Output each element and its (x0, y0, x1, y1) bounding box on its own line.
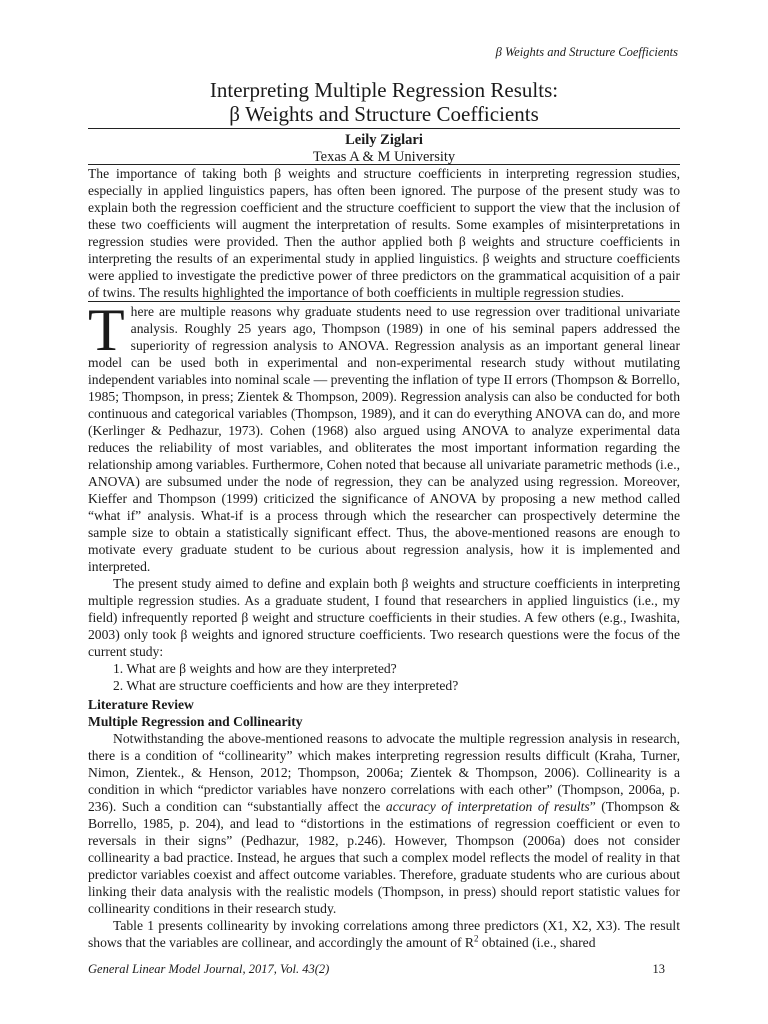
text-run: Notwithstanding the above-mentioned reasons to advocate the multiple regression analysis in research, there is a condition of “collinearity” which makes interpreting regression results difficult (Kraha, Turner, Nimon, Zientek., & Henson, 2012; Thompson, 2006a; Zientek & Thompson, 2006). Collinearity is a condition in which “predictor variables have nonzero correlations with each other” (Thompson, 2006a, p. 236). Such a condition can “substantially affect the (88, 731, 680, 814)
research-questions (88, 660, 680, 694)
text-run: ” (Thompson & Borrello, 1985, p. 204), and lead to “distortions in the estimations of regression coefficient or even to reversals in their signs” (Pedhazur, 1982, p.246). However, Thompson (2006a) does not consider collinearity a bad practice. Instead, he argues that such a complex model reflects the model of reality in that predictor variables coexist and affect outcome variables. Therefore, graduate students who are curious about linking their data analysis with the realistic models (Thompson, in press) should report statistic values for collinearity conditions in their research study. (88, 799, 680, 916)
title-line-2: β Weights and Structure Coefficients (229, 102, 539, 126)
body-paragraph (88, 917, 680, 951)
italic-run: accuracy of interpretation of results (385, 799, 590, 814)
subsection-heading: Multiple Regression and Collinearity (88, 714, 303, 729)
text-run: obtained (i.e., shared (478, 935, 596, 950)
research-question: 2. What are structure coefficients and how are they interpreted? (113, 678, 459, 693)
drop-cap: T (88, 297, 125, 363)
author-name: Leily Ziglari (345, 132, 423, 148)
body-paragraph (88, 730, 680, 917)
intro-paragraph (88, 297, 680, 575)
running-head: β Weights and Structure Coefficients (495, 45, 678, 59)
title-line-1: Interpreting Multiple Regression Results: (209, 78, 559, 102)
abstract-bottom-rule (88, 301, 680, 302)
main-body (88, 297, 680, 951)
research-question: 1. What are β weights and how are they interpreted? (113, 661, 397, 676)
abstract: The importance of taking both β weights and structure coefficients in interpreting regression studies, especially in applied linguistics papers, has often been ignored. The purpose of the present study was to explain both the regression coefficient and the structure coefficient to support the view that the inclusion of these two coefficients will augment the interpretation of results. Some examples of misinterpretations in regression studies were provided. Then the author applied both β weights and structure coefficients in interpreting the results of an experimental study in applied linguistics. β weights and structure coefficients were applied to investigate the predictive power of three predictors on the grammatical acquisition of a pair of twins. The results highlighted the importance of both coefficients in multiple regression studies. (88, 166, 680, 300)
page-number: 13 (652, 962, 665, 976)
intro-text: here are multiple reasons why graduate students need to use regression over traditional univariate analysis. Roughly 25 years ago, Thompson (1989) in one of his seminal papers addressed the superiority of regression analysis to ANOVA. Regression analysis as an important general linear model can be used both in experimental and non-experimental research study without mutilating independent variables into nominal scale — preventing the inflation of type II errors (Thompson & Borrello, 1985; Thompson, in press; Zientek & Thompson, 2009). Regression analysis can also be conducted for both continuous and categorical variables (Thompson, 1989), and it can do everything ANOVA can do, and more (Kerlinger & Pedhazur, 1973). Cohen (1968) also argued using ANOVA to analyze experimental data reduces the reliability of most variables, and obliterates the most important information regarding the relationship among variables. Furthermore, Cohen noted that because all univariate parametric methods (i.e., ANOVA) are subsumed under the node of regression, they can be analyzed using regression. Moreover, Kieffer and Thompson (1999) criticized the significance of ANOVA by proposing a new method called “what if” analysis. What-if is a process through which the researcher can prospectively determine the sample size to obtain a statistically significant effect. Thus, the above-mentioned reasons are enough to motivate every graduate student to be curious about regression analysis, how it is implemented and interpreted. (88, 304, 680, 574)
author-affiliation: Texas A & M University (312, 149, 456, 165)
text-run: Table 1 presents collinearity by invoking correlations among three predictors (X1, X2, X3). The result shows that the variables are collinear, and accordingly the amount of R (88, 918, 680, 950)
footer-journal: General Linear Model Journal, 2017, Vol. 43(2) (88, 962, 330, 976)
superscript: 2 (474, 933, 479, 944)
section-heading: Literature Review (88, 697, 194, 712)
paper-title (88, 78, 680, 126)
title-rule (88, 128, 680, 129)
body-paragraph: The present study aimed to define and explain both β weights and structure coefficients in interpreting multiple regression studies. As a graduate student, I found that researchers in applied linguistics (i.e., my field) infrequently reported β weight and structure coefficients in their studies. A few others (e.g., Iwashita, 2003) only took β weights and ignored structure coefficients. Two research questions were the focus of the current study: (88, 576, 680, 659)
